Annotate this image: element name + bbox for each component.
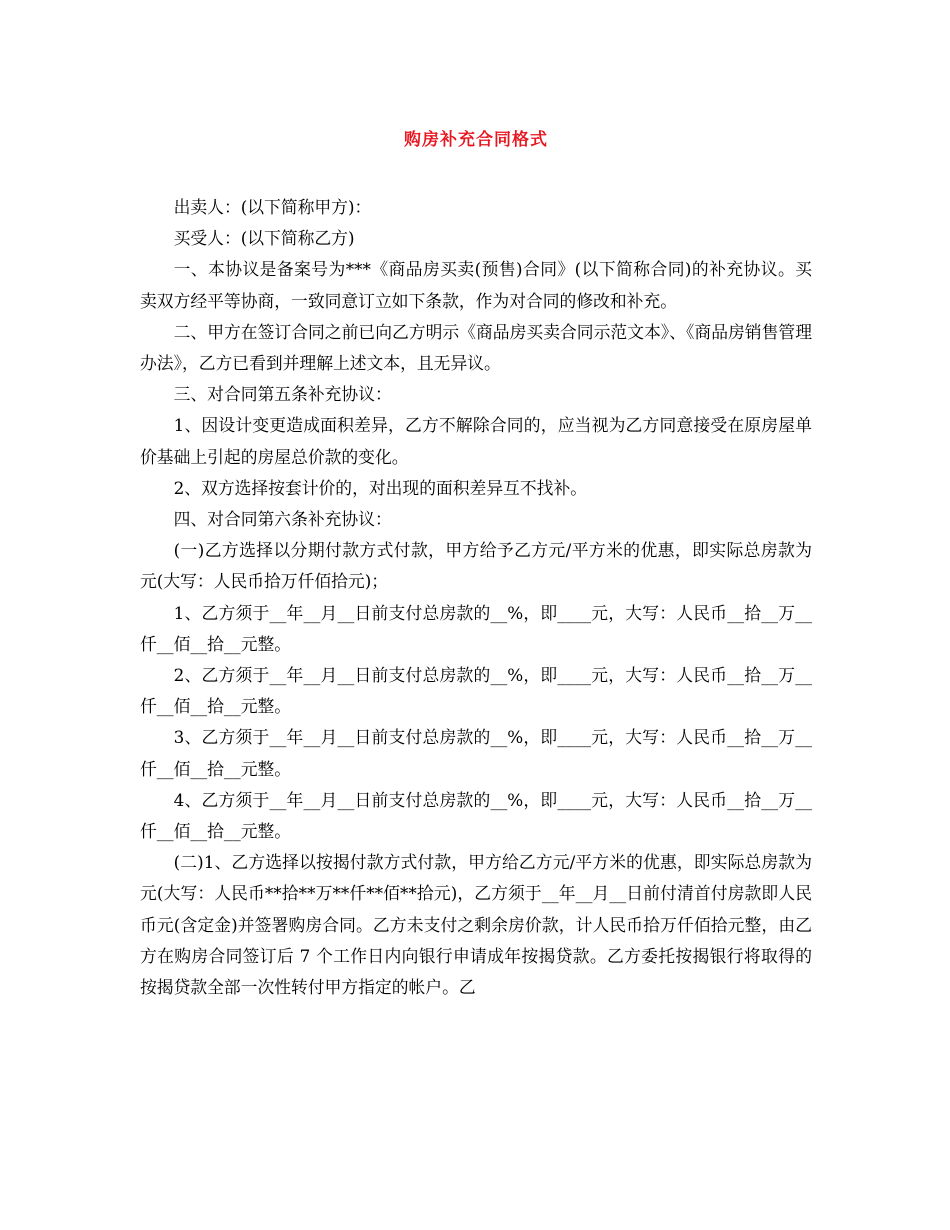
paragraph-clause-3-heading: 三、对合同第五条补充协议： xyxy=(173,384,392,405)
paragraph-clause-3-item-1: 1、因设计变更造成面积差异，乙方不解除合同的，应当视为乙方同意接受在原房屋单价基础上引起的房屋总价款的变化。 xyxy=(140,415,812,467)
paragraph-installment: (一)乙方选择以分期付款方式付款，甲方给予乙方元/平方米的优惠，即实际总房款为元(大写：人民币拾万仟佰拾元)； xyxy=(140,540,812,592)
document-title: 购房补充合同格式 xyxy=(404,130,548,150)
paragraph-installment-item-4: 4、乙方须于__年__月__日前支付总房款的__%，即____元，大写：人民币__拾__万__仟__佰__拾__元整。 xyxy=(140,789,812,842)
paragraph-clause-4-heading: 四、对合同第六条补充协议： xyxy=(173,509,392,530)
paragraph-clause-1: 一、本协议是备案号为***《商品房买卖(预售)合同》(以下简称合同)的补充协议。买卖双方经平等协商，一致同意订立如下条款，作为对合同的修改和补充。 xyxy=(140,259,812,311)
document-body xyxy=(140,192,812,1003)
paragraph-mortgage: (二)1、乙方选择以按揭付款方式付款，甲方给乙方元/平方米的优惠，即实际总房款为元(大写：人民币**拾**万**仟**佰**拾元)，乙方须于__年__月__日前付清首付房款即人民币元(含定金)并签署购房合同。乙方未支付之剩余房价款，计人民币拾万仟佰拾元整，由乙方在购房合同签订后 7 个工作日内向银行申请成年按揭贷款。乙方委托按揭银行将取得的按揭贷款全部一次性转付甲方指定的帐户。乙 xyxy=(140,852,812,998)
paragraph-clause-3-item-2: 2、双方选择按套计价的，对出现的面积差异互不找补。 xyxy=(173,477,588,498)
paragraph-installment-item-1: 1、乙方须于__年__月__日前支付总房款的__%，即____元，大写：人民币__拾__万__仟__佰__拾__元整。 xyxy=(140,602,812,654)
paragraph-installment-item-3: 3、乙方须于__年__月__日前支付总房款的__%，即____元，大写：人民币__拾__万__仟__佰__拾__元整。 xyxy=(140,727,812,779)
paragraph-seller: 出卖人：(以下简称甲方)： xyxy=(173,197,372,217)
paragraph-buyer: 买受人：(以下简称乙方) xyxy=(173,228,355,249)
paragraph-installment-item-2: 2、乙方须于__年__月__日前支付总房款的__%，即____元，大写：人民币__拾__万__仟__佰__拾__元整。 xyxy=(140,665,812,717)
paragraph-clause-2: 二、甲方在签订合同之前已向乙方明示《商品房买卖合同示范文本》、《商品房销售管理办法》，乙方已看到并理解上述文本，且无异议。 xyxy=(140,321,812,374)
